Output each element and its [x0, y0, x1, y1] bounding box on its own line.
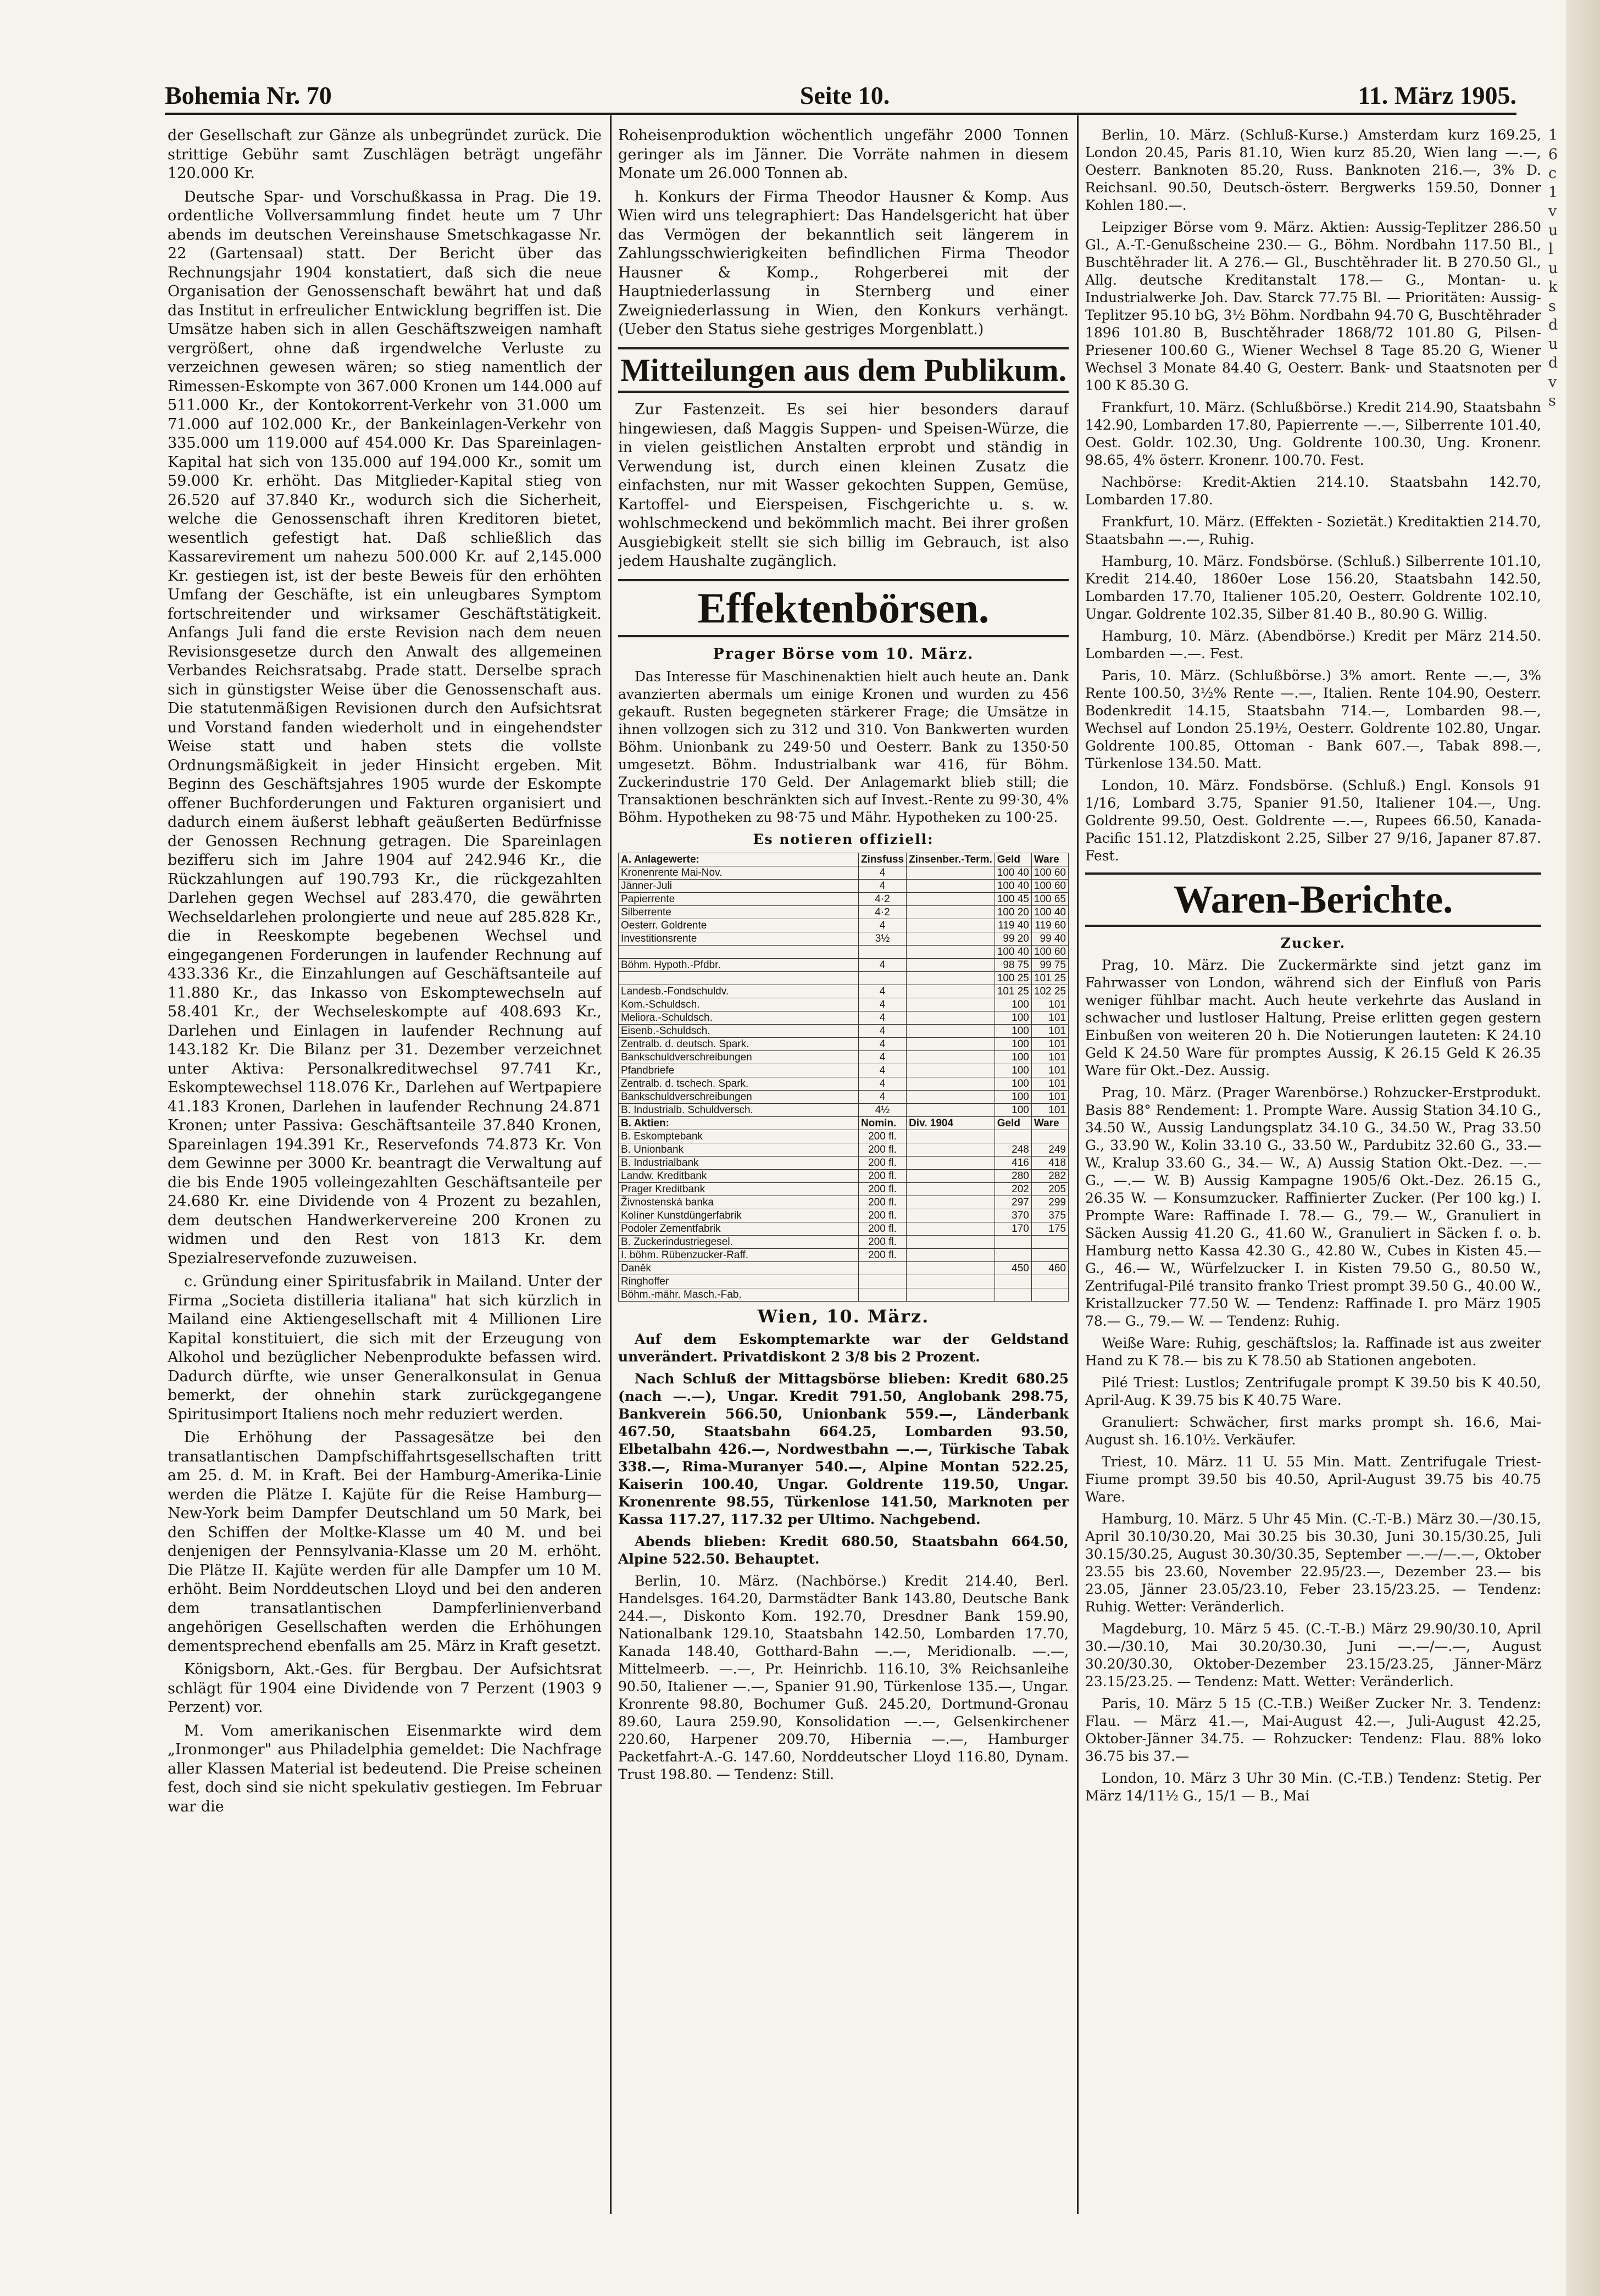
table-cell: 200 fl. — [858, 1196, 906, 1209]
table-cell: Investitionsrente — [619, 932, 859, 946]
table-cell: B. Unionbank — [619, 1143, 859, 1157]
table-cell: Ringhoffer — [619, 1275, 859, 1288]
table-cell: Bankschuldverschreibungen — [619, 1051, 859, 1064]
table-cell: 4 — [858, 1077, 906, 1091]
strip-fragment: 1 — [1548, 127, 1558, 144]
table-cell: B. Eskomptebank — [619, 1130, 859, 1143]
table-cell: 99 20 — [995, 932, 1031, 946]
table-cell: Pfandbriefe — [619, 1064, 859, 1077]
article-konkurs: h. Konkurs der Firma Theodor Hausner & Komp. Aus Wien wird uns telegraphiert: Das Handelsgericht hat über das Vermögen der bekanntlich seit längerem in Zahlungsschwierigkeiten befindlichen Firma Theodor Hausner & Komp., Rohgerberei mit der Hauptniederlassung in Sternberg und einer Zweigniederlassung in Wien, den Konkurs verhängt. (Ueber den Status siehe gestriges Morgenblatt.) — [618, 188, 1069, 338]
boersen-report: Nachbörse: Kredit-Aktien 214.10. Staatsbahn 142.70, Lombarden 17.80. — [1085, 474, 1541, 508]
table-row — [619, 1143, 1069, 1157]
article-roheisen: Roheisenproduktion wöchentlich ungefähr 2000 Tonnen geringer als im Jänner. Die Vorräte nahmen in diesem Monate um 26.000 Tonnen ab. — [618, 127, 1069, 182]
strip-fragment: s — [1548, 297, 1556, 315]
table-row — [619, 1249, 1069, 1262]
table-cell: 200 fl. — [858, 1157, 906, 1170]
table-cell — [907, 919, 995, 932]
header-cell: Ware — [1031, 853, 1068, 866]
table-cell — [907, 1249, 995, 1262]
strip-fragment: 6 — [1548, 146, 1558, 163]
table-cell — [907, 880, 995, 893]
table-cell — [995, 1130, 1031, 1143]
table-cell — [907, 1025, 995, 1038]
waren-title: Waren-Berichte. — [1085, 872, 1541, 927]
table-cell: 200 fl. — [858, 1143, 906, 1157]
article-spiritusfabrik: c. Gründung einer Spiritusfabrik in Mailand. Unter der Firma „Societa distilleria italiana" hat sich kürzlich in Mailand eine Aktiengesellschaft mit 4 Millionen Lire Kapital konstituiert, die sich mit der Erzeugung von Alkohol und bezüglicher Nebenprodukte befassen wird. Dadurch dürfte, wie unser Generalkonsulat in Genua bemerkt, der ohnehin stark zurückgegangene Spiritusimport Italiens noch mehr reduziert werden. — [168, 1273, 602, 1423]
table-cell — [1031, 1288, 1068, 1302]
strip-fragment: u — [1548, 221, 1558, 239]
table-cell: 299 — [1031, 1196, 1068, 1209]
table-cell: 4 — [858, 880, 906, 893]
table-cell: 119 60 — [1031, 919, 1068, 932]
header-cell: Nomin. — [858, 1117, 906, 1130]
header-cell: Zinsfuss — [858, 853, 906, 866]
waren-report: Pilé Triest: Lustlos; Zentrifugale prompt K 39.50 bis K 40.50, April-Aug. K 39.75 bis K 40.75 Ware. — [1085, 1375, 1541, 1409]
table-cell: 205 — [1031, 1183, 1068, 1196]
table-cell: 100 60 — [1031, 946, 1068, 959]
table-cell — [907, 998, 995, 1011]
table-cell: Böhm. Hypoth.-Pfdbr. — [619, 959, 859, 972]
table-cell — [907, 1222, 995, 1236]
table-cell: 98 75 — [995, 959, 1031, 972]
table-cell: 280 — [995, 1170, 1031, 1183]
strip-fragment: u — [1548, 335, 1558, 353]
table-cell — [907, 1209, 995, 1222]
table-cell: 370 — [995, 1209, 1031, 1222]
boersen-report: Frankfurt, 10. März. (Effekten - Sozietät.) Kreditaktien 214.70, Staatsbahn —.—, Ruhig. — [1085, 514, 1541, 547]
table-row — [619, 1038, 1069, 1051]
table-cell: 460 — [1031, 1262, 1068, 1275]
strip-fragment: v — [1548, 373, 1557, 391]
strip-fragment: 1 — [1548, 184, 1558, 201]
boersen-report: Hamburg, 10. März. Fondsbörse. (Schluß.) Silberrente 101.10, Kredit 214.40, 1860er Lose 156.20, Staatsbahn 142.50, Lombarden 17.70, Italiener 105.20, Oesterr. Goldrente 102.10, Ungar. Goldrente 102.35, Silber 81.40 B., 80.90 G. Willig. — [1085, 553, 1541, 622]
table-body-a — [619, 866, 1069, 1117]
table-row — [619, 1091, 1069, 1104]
boersen-list — [1085, 126, 1541, 865]
table-row — [619, 985, 1069, 998]
table-row — [619, 1157, 1069, 1170]
table-row — [619, 1222, 1069, 1236]
table-cell: 100 — [995, 1011, 1031, 1025]
table-cell: Zentralb. d. tschech. Spark. — [619, 1077, 859, 1091]
table-cell: 4·2 — [858, 906, 906, 919]
table-cell — [1031, 1275, 1068, 1288]
table-cell — [907, 1104, 995, 1117]
table-cell — [907, 906, 995, 919]
boersen-report: London, 10. März. Fondsbörse. (Schluß.) Engl. Konsols 91 1/16, Lombard 3.75, Spanier 91.50, Italiener 104.—, Ung. Goldrente 99.50, Oest. Goldrente —.—, Rupees 66.50, Kanada-Pacific 151.12, Platzdiskont 2.25, Silber 27 9/16, Japaner 87.87. Fest. — [1085, 777, 1541, 864]
table-cell: 200 fl. — [858, 1249, 906, 1262]
table-cell: 202 — [995, 1183, 1031, 1196]
waren-report: Triest, 10. März. 11 U. 55 Min. Matt. Zentrifugale Triest-Fiume prompt 39.50 bis 40.50, April-August 39.75 bis 40.75 Ware. — [1085, 1454, 1541, 1505]
table-row — [619, 946, 1069, 959]
table-row — [619, 1275, 1069, 1288]
table-cell: Böhm.-mähr. Masch.-Fab. — [619, 1288, 859, 1302]
boersen-report: Paris, 10. März. (Schlußbörse.) 3% amort. Rente —.—, 3% Rente 100.50, 3½% Rente —.—, Italien. Rente 104.90, Oesterr. Bodenkredit 14.15, Staatsbahn 714.—, Lombarden 98.—, Wechsel auf London 25.19½, Oesterr. Goldrente 102.80, Ungar. Goldrente 100.85, Ottoman - Bank 607.—, Tabak 898.—, Türkenlose 134.50. Matt. — [1085, 668, 1541, 771]
article-eisenmarkt: M. Vom amerikanischen Eisenmarkte wird dem „Ironmonger" aus Philadelphia gemeldet: Die Nachfrage aller Klassen Material ist bedeutend. Die Preise scheinen fest, doch sind sie nicht spekulativ gestiegen. Im Februar war die — [168, 1722, 602, 1815]
table-cell: Zentralb. d. deutsch. Spark. — [619, 1038, 859, 1051]
table-cell: 102 25 — [1031, 985, 1068, 998]
waren-report: Hamburg, 10. März. 5 Uhr 45 Min. (C.-T.-B.) März 30.—/30.15, April 30.10/30.20, Mai 30.25 bis 30.30, Juni 30.15/30.25, Juli 30.15/30.25, August 30.30/30.35, September —.—/—.—, Oktober 23.55 bis 23.60, November 22.95/23.—, Dezember 23.— bis 23.05, Jänner 23.05/23.10, Feber 23.15/23.25. — Tendenz: Ruhig. Wetter: Veränderlich. — [1085, 1511, 1541, 1615]
waren-report: Weiße Ware: Ruhig, geschäftslos; la. Raffinade ist aus zweiter Hand zu K 78.— bis zu K 78.50 ab Stationen angeboten. — [1085, 1335, 1541, 1369]
table-cell: 101 — [1031, 1091, 1068, 1104]
table-cell: 4 — [858, 1091, 906, 1104]
table-cell — [858, 972, 906, 985]
table-cell: 4 — [858, 1011, 906, 1025]
table-cell: 100 — [995, 1104, 1031, 1117]
table-cell: 100 40 — [995, 866, 1031, 880]
strip-fragment: k — [1548, 279, 1558, 296]
table-cell: 200 fl. — [858, 1209, 906, 1222]
table-row — [619, 1064, 1069, 1077]
waren-report: Prag, 10. März. (Prager Warenbörse.) Rohzucker-Erstprodukt. Basis 88° Rendement: 1. Prompte Ware. Aussig Station 34.10 G., 34.50 W., Aussig Landungsplatz 34.10 G., 34.50 W., Prag 33.50 G., 33.90 W., Kolin 33.10 G., 33.50 W., Pardubitz 32.60 G., 33.— W., Kralup 33.60 G., 34.— W., A) Aussig Station Okt.-Dez. —.— G., —.— W. B) Aussig Kampagne 1905/6 Okt.-Dez. 26.15 G., 26.35 W. — Konsumzucker. Raffinierter Zucker. (Per 100 kg.) I. Prompte Ware: Raffinade I. 78.— G., 79.— W., Granuliert in Säcken Aussig 41.20 G., 41.60 W., Granuliert in Säcken f. o. b. Hamburg netto Kassa 42.30 G., 42.80 W., Cubes in Kisten 45.— G., 46.— W., Würfelzucker I. in Kisten 79.50 G., 80.50 W., Zentrifugal-Pilé transito franko Triest prompt 39.50 G., 40.00 W., Kristallzucker 77.50 W. — Tendenz: Raffinade I. pro März 1905 78.— G., 79.— W. — Tendenz: Ruhig. — [1085, 1085, 1541, 1330]
table-row — [619, 1011, 1069, 1025]
table-caption: Es notieren offiziell: — [753, 831, 934, 848]
table-cell: 248 — [995, 1143, 1031, 1157]
berlin-nachboerse: Berlin, 10. März. (Nachbörse.) Kredit 214.40, Berl. Handelsges. 164.20, Darmstädter Bank 143.80, Deutsche Bank 244.—, Diskonto Kom. 192.70, Dresdner Bank 159.90, Nationalbank 129.10, Staatsbahn 142.50, Lombarden 17.70, Kanada 148.40, Gotthard-Bahn —.—, Meridionalb. —.—, Mittelmeerb. —.—, Pr. Heinrichb. 116.10, 3% Reichsanleihe 90.50, Italiener —.—, Spanier 91.90, Türkenlose 135.—, Ungar. Kronrente 98.80, Bochumer Guß. 245.20, Dortmund-Gronau 89.60, Laura 259.90, Konsolidation —.—, Gelsenkirchener 220.60, Harpener 209.70, Hibernia —.—, Hamburger Packetfahrt-A.-G. 147.60, Norddeutscher Lloyd 116.80, Dynam. Trust 198.80. — Tendenz: Still. — [618, 1572, 1069, 1782]
table-cell: 100 — [995, 1077, 1031, 1091]
table-row — [619, 959, 1069, 972]
table-cell: 101 — [1031, 1025, 1068, 1038]
table-cell — [907, 1183, 995, 1196]
table-cell — [907, 1143, 995, 1157]
header-cell: B. Aktien: — [619, 1117, 859, 1130]
table-cell — [995, 1249, 1031, 1262]
table-cell: 101 — [1031, 1011, 1068, 1025]
table-cell: 99 40 — [1031, 932, 1068, 946]
table-cell: 99 75 — [1031, 959, 1068, 972]
table-cell — [619, 946, 859, 959]
header-cell: Ware — [1031, 1117, 1068, 1130]
strip-fragment: u — [1548, 259, 1558, 277]
table-cell: Živnostenská banka — [619, 1196, 859, 1209]
header-cell: A. Anlagewerte: — [619, 853, 859, 866]
table-cell — [907, 959, 995, 972]
table-cell — [907, 1170, 995, 1183]
table-row — [619, 1196, 1069, 1209]
table-cell: 100 40 — [995, 946, 1031, 959]
table-cell: 100 45 — [995, 893, 1031, 906]
header-center: Seite 10. — [799, 81, 890, 109]
table-cell: 282 — [1031, 1170, 1068, 1183]
waren-report: Magdeburg, 10. März 5 45. (C.-T.-B.) März 29.90/30.10, April 30.—/30.10, Mai 30.20/30.30, Juni —.—/—.—, August 30.20/30.30, Oktober-Dezember 23.15/23.25, Jänner-März 23.15/23.25. — Tendenz: Matt. Wetter: Veränderlich. — [1085, 1621, 1541, 1690]
table-cell: 100 40 — [1031, 906, 1068, 919]
table-cell — [995, 1236, 1031, 1249]
boersen-report: Berlin, 10. März. (Schluß-Kurse.) Amsterdam kurz 169.25, London 20.45, Paris 81.10, Wien kurz 85.20, Wien lang —.—, Oesterr. Banknoten 85.20, Russ. Banknoten 216.—, 3% D. Reichsanl. 90.50, Deutsch-österr. Bergwerks 159.50, Donner Kohlen 180.—. — [1085, 127, 1541, 213]
table-cell: Oesterr. Goldrente — [619, 919, 859, 932]
table-cell: Landw. Kreditbank — [619, 1170, 859, 1183]
table-cell: 4 — [858, 1064, 906, 1077]
header-left: Bohemia Nr. 70 — [165, 81, 332, 109]
table-cell: B. Zuckerindustriegesel. — [619, 1236, 859, 1249]
adjacent-page-strip — [1548, 126, 1600, 676]
waren-list — [1085, 957, 1541, 1805]
table-cell — [858, 1262, 906, 1275]
table-row — [619, 1025, 1069, 1038]
publikum-title: Mitteilungen aus dem Publikum. — [618, 347, 1069, 393]
table-row — [619, 1183, 1069, 1196]
table-cell: 200 fl. — [858, 1183, 906, 1196]
table-cell — [907, 893, 995, 906]
waren-report: London, 10. März 3 Uhr 30 Min. (C.-T.B.) Tendenz: Stetig. Per März 14/11½ G., 15/1 — B., Mai — [1085, 1770, 1541, 1804]
table-cell: 4·2 — [858, 893, 906, 906]
table-row — [619, 1288, 1069, 1302]
table-cell: Landesb.-Fondschuldv. — [619, 985, 859, 998]
header-cell: Div. 1904 — [907, 1117, 995, 1130]
table-cell: 170 — [995, 1222, 1031, 1236]
page-header — [165, 77, 1516, 110]
table-cell — [907, 866, 995, 880]
table-cell — [1031, 1236, 1068, 1249]
table-cell: I. böhm. Rübenzucker-Raff. — [619, 1249, 859, 1262]
table-row — [619, 1104, 1069, 1117]
table-cell: 200 fl. — [858, 1130, 906, 1143]
strip-fragment: c — [1548, 165, 1557, 182]
table-cell: 249 — [1031, 1143, 1068, 1157]
table-cell: 4 — [858, 959, 906, 972]
table-cell: Papierrente — [619, 893, 859, 906]
boersen-report: Frankfurt, 10. März. (Schlußbörse.) Kredit 214.90, Staatsbahn 142.90, Lombarden 17.80, Papierrente —.—, Silberrente 101.40, Oest. Goldr. 102.30, Ung. Goldrente 100.30, Ung. Kronenr. 98.65, 4% österr. Kronenr. 100.70. Fest. — [1085, 399, 1541, 468]
wien-abends: Abends blieben: Kredit 680.50, Staatsbahn 664.50, Alpine 522.50. Behauptet. — [618, 1533, 1069, 1567]
wien-mittagsboerse: Nach Schluß der Mittagsbörse blieben: Kredit 680.25 (nach —.—), Ungar. Kredit 791.50, Anglobank 298.75, Bankverein 566.50, Unionbank 559.—, Länderbank 467.50, Staatsbahn 664.25, Lombarden 93.50, Elbetalbahn 426.—, Nordwestbahn —.—, Türkische Tabak 338.—, Rima-Muranyer 540.—, Alpine Montan 522.25, Kaiserin 100.40, Ungar. Goldrente 119.50, Ungar. Kronenrente 98.55, Türkenlose 141.50, Marknoten per Kassa 117.27, 117.32 per Ultimo. Nachgebend. — [618, 1370, 1069, 1527]
article-sparkassa: Deutsche Spar- und Vorschußkassa in Prag. Die 19. ordentliche Vollversammlung findet heute um 7 Uhr abends im deutschen Vereinshause Smetschkagasse Nr. 22 (Gartensaal) statt. Der Bericht über das Rechnungsjahr 1904 konstatiert, daß sich die neue Organisation der Genossenschaft bewährt hat und daß das Institut in erfreulicher Entwicklung begriffen ist. Die Umsätze haben sich in allen Geschäftszweigen namhaft vergrößert, ohne daß irgendwelche Verluste zu verzeichnen gewesen wären; so stieg namentlich der Rimessen-Eskompte von 367.000 Kronen um 144.000 auf 511.000 Kr., der Kontokorrent-Verkehr von 31.000 um 71.000 auf 102.000 Kr., der Bankeinlagen-Verkehr von 335.000 um 119.000 auf 454.000 Kr. Das Spareinlagen-Kapital hat sich von 135.000 auf 194.000 Kr., somit um 59.000 Kr. erhöht. Das Mitglieder-Kapital stieg von 26.520 auf 37.840 Kr., wodurch sich die Sicherheit, welche die Genossenschaft ihren Kreditoren bietet, wesentlich gefestigt hat. Daß schließlich das Kassarevirement um nahezu 500.000 Kr. auf 2,145.000 Kr. gestiegen ist, ist der beste Beweis für den erhöhten Umfang der Geschäfte, ist ein unleugbares Symptom fortschreitender und wirksamer Geschäftstätigkeit. Anfangs Juli fand die erste Revision nach dem neuen Revisionsgesetze durch den Anwalt des allgemeinen Verbandes Reichsratsabg. Prade statt. Derselbe sprach sich in günstigster Weise über die Genossenschaft aus. Die statutenmäßigen Revisionen durch den Aufsichtsrat und Vorstand fanden wiederholt und in eingehendster Weise statt und haben stets die vollste Ordnungsmäßigkeit in jeder Hinsicht ergeben. Mit Beginn des Geschäftsjahres 1905 wurde der Eskompte offener Buchforderungen und Fakturen organisiert und dadurch einem äußerst lebhaft geäußerten Bedürfnisse der Genossen Rechnung getragen. Die Spareinlagen bezifferu sich im Jahre 1904 auf 242.946 Kr., die Rückzahlungen auf 190.793 Kr., die rückgezahlten Darlehen gegen Wechsel auf 283.470, die gewährten Wechseldarlehen prolongierte und neue auf 285.828 Kr., die in Reeskompte begebenen Wechsel und eingegangenen Forderungen in laufender Rechnung auf 433.336 Kr., die Einzahlungen auf Geschäftsanteile auf 11.880 Kr., das Inkasso von Eskomptewechseln auf 58.401 Kr., der Wechseleskompte auf 408.693 Kr., Darlehen und Einlagen in laufender Rechnung auf 143.182 Kr. Die Bilanz per 31. Dezember verzeichnet unter Aktiva: Personalkreditwechsel 97.741 Kr., Eskomptewechsel 118.076 Kr., Darlehen auf Wertpapiere 41.183 Kronen, Darlehen in laufender Rechnung 24.871 Kronen; unter Passiva: Geschäftsanteile 37.840 Kronen, Spareinlagen 194.391 Kr., Reservefonds 74.873 Kr. Von dem Gewinne per 3000 Kr. beantragt die Verwaltung auf die bis Ende 1905 volleingezahlten Geschäftsanteile per 24.680 Kr. eine Dividende von 4 Prozent zu bezahlen, dem deutschen Handwerkervereine 200 Kronen zu widmen und den Rest von 1813 Kr. dem Spezialreservefonde zuzuweisen. — [168, 188, 602, 1267]
table-cell: 101 — [1031, 1104, 1068, 1117]
table-cell: Kom.-Schuldsch. — [619, 998, 859, 1011]
table-cell: 450 — [995, 1262, 1031, 1275]
table-cell: Prager Kreditbank — [619, 1183, 859, 1196]
table-cell: Silberrente — [619, 906, 859, 919]
wien-eskompte: Auf dem Eskomptemarkte war der Geldstand unverändert. Privatdiskont 2 3/8 bis 2 Prozent. — [618, 1331, 1069, 1365]
prager-boerse-report: Das Interesse für Maschinenaktien hielt auch heute an. Dank avanzierten abermals um einige Kronen und wurden zu 456 gekauft. Rusten begegneten stärkerer Frage; die Umsätze in ihnen vollzogen sich zu 312 und 310. Von Bankwerten wurden Böhm. Unionbank zu 249·50 und Oesterr. Bank zu 1350·50 umgesetzt. Böhm. Industrialbank war 416, für Böhm. Zuckerindustrie 170 Geld. Der Anlagemarkt blieb still; die Transaktionen beschränkten sich auf Invest.-Rente zu 99·30, 4% Böhm. Hypotheken zu 98·75 und Mähr. Hypotheken zu 100·25. — [618, 669, 1069, 826]
table-cell: 4 — [858, 998, 906, 1011]
table-cell: 4 — [858, 1038, 906, 1051]
table-cell — [907, 1236, 995, 1249]
table-cell: Podoler Zementfabrik — [619, 1222, 859, 1236]
strip-fragment: d — [1548, 316, 1558, 333]
table-cell — [907, 985, 995, 998]
table-cell — [907, 1275, 995, 1288]
table-cell: 100 65 — [1031, 893, 1068, 906]
table-cell: 200 fl. — [858, 1236, 906, 1249]
article-maggi: Zur Fastenzeit. Es sei hier besonders darauf hingewiesen, daß Maggis Suppen- und Speisen-Würze, die in vielen geistlichen Anstalten erprobt und ständig in Verwendung ist, durch einen kleinen Zusatz die einfachsten, nur mit Wasser gekochten Suppen, Gemüse, Kartoffel- und Eierspeisen, Fischgerichte u. s. w. wohlschmeckend und bekömmlich macht. Bei ihrer großen Ausgiebigkeit stellt sie sich billig im Gebrauch, ist also jedem Haushalte zugänglich. — [618, 401, 1069, 570]
table-cell: 101 — [1031, 998, 1068, 1011]
table-cell — [907, 1288, 995, 1302]
table-cell: 175 — [1031, 1222, 1068, 1236]
table-cell: 4 — [858, 919, 906, 932]
waren-report: Granuliert: Schwächer, first marks prompt sh. 16.6, Mai-August sh. 16.10½. Verkäufer. — [1085, 1414, 1541, 1448]
column-1 — [168, 126, 602, 2225]
table-cell: 100 — [995, 1091, 1031, 1104]
strip-fragment: d — [1548, 354, 1558, 371]
table-cell — [907, 946, 995, 959]
table-cell — [907, 1064, 995, 1077]
header-right: 11. März 1905. — [1358, 81, 1516, 109]
table-cell: 100 — [995, 1064, 1031, 1077]
table-cell — [619, 972, 859, 985]
table-cell: 375 — [1031, 1209, 1068, 1222]
table-cell — [858, 1275, 906, 1288]
table-cell — [907, 1011, 995, 1025]
table-row — [619, 998, 1069, 1011]
boersen-report: Leipziger Börse vom 9. März. Aktien: Aussig-Teplitzer 286.50 Gl., A.-T.-Genußscheine 230.— G., Böhm. Nordbahn 117.50 Bl., Buschtěhrader lit. A 276.— Gl., Buschtěhrader lit. B 270.50 Gl., Allg. deutsche Kreditanstalt 178.— G., Montan- u. Industrialwerke Joh. Dav. Starck 77.75 Bl. — Prioritäten: Aussig-Teplitzer 95.10 bG, 3½ Böhm. Nordbahn 94.70 G, Buschtěhrader 1896 101.80 B, Buschtěhrader 1868/72 101.80 G, Pilsen-Priesener 100.60 G., Wiener Wechsel 8 Tage 85.20 G, Wiener Wechsel 3 Monate 84.40 G, Oesterr. Bank- und Staatsnoten per 100 K 85.30 G. — [1085, 219, 1541, 393]
table-cell — [907, 972, 995, 985]
article-paragraph: der Gesellschaft zur Gänze als unbegründet zurück. Die strittige Gebühr samt Zuschlägen beträgt ungefähr 120.000 Kr. — [168, 127, 602, 182]
kurs-table — [618, 853, 1069, 1302]
column-2 — [618, 126, 1069, 2225]
table-row — [619, 906, 1069, 919]
table-cell: 101 25 — [1031, 972, 1068, 985]
table-row — [619, 1209, 1069, 1222]
table-row — [619, 1051, 1069, 1064]
prager-boerse-subtitle: Prager Börse vom 10. März. — [713, 645, 974, 663]
table-cell: 100 — [995, 998, 1031, 1011]
table-cell: 4 — [858, 866, 906, 880]
strip-fragment: l — [1548, 241, 1553, 258]
table-row — [619, 1170, 1069, 1183]
table-cell: 200 fl. — [858, 1222, 906, 1236]
table-row — [619, 932, 1069, 946]
table-cell — [995, 1288, 1031, 1302]
table-row — [619, 866, 1069, 880]
table-cell: 3½ — [858, 932, 906, 946]
table-cell: 100 — [995, 1051, 1031, 1064]
table-cell: 119 40 — [995, 919, 1031, 932]
table-cell — [907, 1077, 995, 1091]
table-cell: 4½ — [858, 1104, 906, 1117]
table-cell: 100 25 — [995, 972, 1031, 985]
strip-fragment: v — [1548, 203, 1557, 220]
table-cell: Kronenrente Mai-Nov. — [619, 866, 859, 880]
table-body-b — [619, 1130, 1069, 1302]
table-cell: 200 fl. — [858, 1170, 906, 1183]
table-header-row — [619, 1117, 1069, 1130]
effekten-title: Effektenbörsen. — [618, 579, 1069, 637]
table-row — [619, 1077, 1069, 1091]
header-cell: Geld — [995, 853, 1031, 866]
zucker-subtitle: Zucker. — [1280, 935, 1346, 952]
table-cell: 4 — [858, 1025, 906, 1038]
header-cell: Zinsenber.-Term. — [907, 853, 995, 866]
table-cell — [907, 1196, 995, 1209]
table-header-row — [619, 853, 1069, 866]
table-row — [619, 1130, 1069, 1143]
table-cell — [1031, 1130, 1068, 1143]
table-cell: 416 — [995, 1157, 1031, 1170]
table-row — [619, 893, 1069, 906]
table-cell: Meliora.-Schuldsch. — [619, 1011, 859, 1025]
table-cell: 100 60 — [1031, 866, 1068, 880]
table-cell: 101 — [1031, 1064, 1068, 1077]
table-row — [619, 1236, 1069, 1249]
table-cell — [907, 1051, 995, 1064]
table-cell — [858, 946, 906, 959]
table-cell — [907, 1130, 995, 1143]
table-cell — [907, 1262, 995, 1275]
column-divider-2 — [1077, 115, 1079, 2214]
table-cell: B. Industrialb. Schuldversch. — [619, 1104, 859, 1117]
column-divider-1 — [610, 115, 612, 2214]
table-cell — [858, 1288, 906, 1302]
article-passagesaetze: Die Erhöhung der Passagesätze bei den transatlantischen Dampfschiffahrtsgesellschaften tritt am 25. d. M. in Kraft. Bei der Hamburg-Amerika-Linie werden die Plätze I. Kajüte für die Reise Hamburg—New-York beim Dampfer Deutschland um 50 Mark, bei den Schiffen der Moltke-Klasse um 40 M. und bei denjenigen der Pennsylvania-Klasse um 20 M. erhöht. Die Plätze II. Kajüte werden für alle Dampfer um 10 M. erhöht. Beim Norddeutschen Lloyd und bei den anderen dem transatlantischen Dampferlinienverband angehörigen Gesellschaften werden die Erhöhungen dementsprechend ebenfalls am 25. März in Kraft gesetzt. — [168, 1429, 602, 1655]
table-cell — [1031, 1249, 1068, 1262]
table-cell: 101 — [1031, 1077, 1068, 1091]
header-cell: Geld — [995, 1117, 1031, 1130]
table-cell: 4 — [858, 1051, 906, 1064]
table-cell — [907, 1091, 995, 1104]
table-cell: Daněk — [619, 1262, 859, 1275]
table-cell — [995, 1275, 1031, 1288]
table-cell: 101 — [1031, 1038, 1068, 1051]
table-cell — [907, 932, 995, 946]
waren-report: Prag, 10. März. Die Zuckermärkte sind jetzt ganz im Fahrwasser von London, während sich der Einfluß von Paris weniger fühlbar macht. Auch heute verkehrte das Ausland in schwacher und lustloser Haltung, Preise erlitten gegen gestern Einbußen von weiteren 20 h. Die Notierungen lauteten: K 24.10 Geld K 24.50 Ware für promptes Aussig, K 26.15 Geld K 26.35 Ware für Okt.-Dez. Aussig. — [1085, 957, 1541, 1079]
table-row — [619, 1262, 1069, 1275]
table-cell: B. Industrialbank — [619, 1157, 859, 1170]
table-cell: 100 60 — [1031, 880, 1068, 893]
article-koenigsborn: Königsborn, Akt.-Ges. für Bergbau. Der Aufsichtsrat schlägt für 1904 eine Dividende von 7 Perzent (1903 9 Perzent) vor. — [168, 1661, 602, 1716]
table-cell: Bankschuldverschreibungen — [619, 1091, 859, 1104]
table-cell — [907, 1038, 995, 1051]
waren-report: Paris, 10. März 5 15 (C.-T.B.) Weißer Zucker Nr. 3. Tendenz: Flau. — März 41.—, Mai-August 42.—, Juli-August 42.25, Oktober-Jänner 34.75. — Rohzucker: Tendenz: Flau. 88% loko 36.75 bis 37.— — [1085, 1695, 1541, 1765]
table-cell: 4 — [858, 985, 906, 998]
wien-subtitle: Wien, 10. März. — [757, 1306, 930, 1327]
table-cell: 101 25 — [995, 985, 1031, 998]
table-cell: 297 — [995, 1196, 1031, 1209]
table-cell: 100 20 — [995, 906, 1031, 919]
boersen-report: Hamburg, 10. März. (Abendbörse.) Kredit per März 214.50. Lombarden —.—. Fest. — [1085, 628, 1541, 661]
table-cell: 101 — [1031, 1051, 1068, 1064]
strip-fragment: s — [1548, 392, 1556, 409]
header-rule — [165, 113, 1516, 115]
table-cell: 100 40 — [995, 880, 1031, 893]
column-3 — [1085, 126, 1541, 2225]
table-cell: 100 — [995, 1038, 1031, 1051]
table-cell: Kolíner Kunstdüngerfabrik — [619, 1209, 859, 1222]
table-row — [619, 972, 1069, 985]
table-cell: 100 — [995, 1025, 1031, 1038]
table-cell: Eisenb.-Schuldsch. — [619, 1025, 859, 1038]
table-cell — [907, 1157, 995, 1170]
table-cell: Jänner-Juli — [619, 880, 859, 893]
table-row — [619, 919, 1069, 932]
table-cell: 418 — [1031, 1157, 1068, 1170]
table-row — [619, 880, 1069, 893]
